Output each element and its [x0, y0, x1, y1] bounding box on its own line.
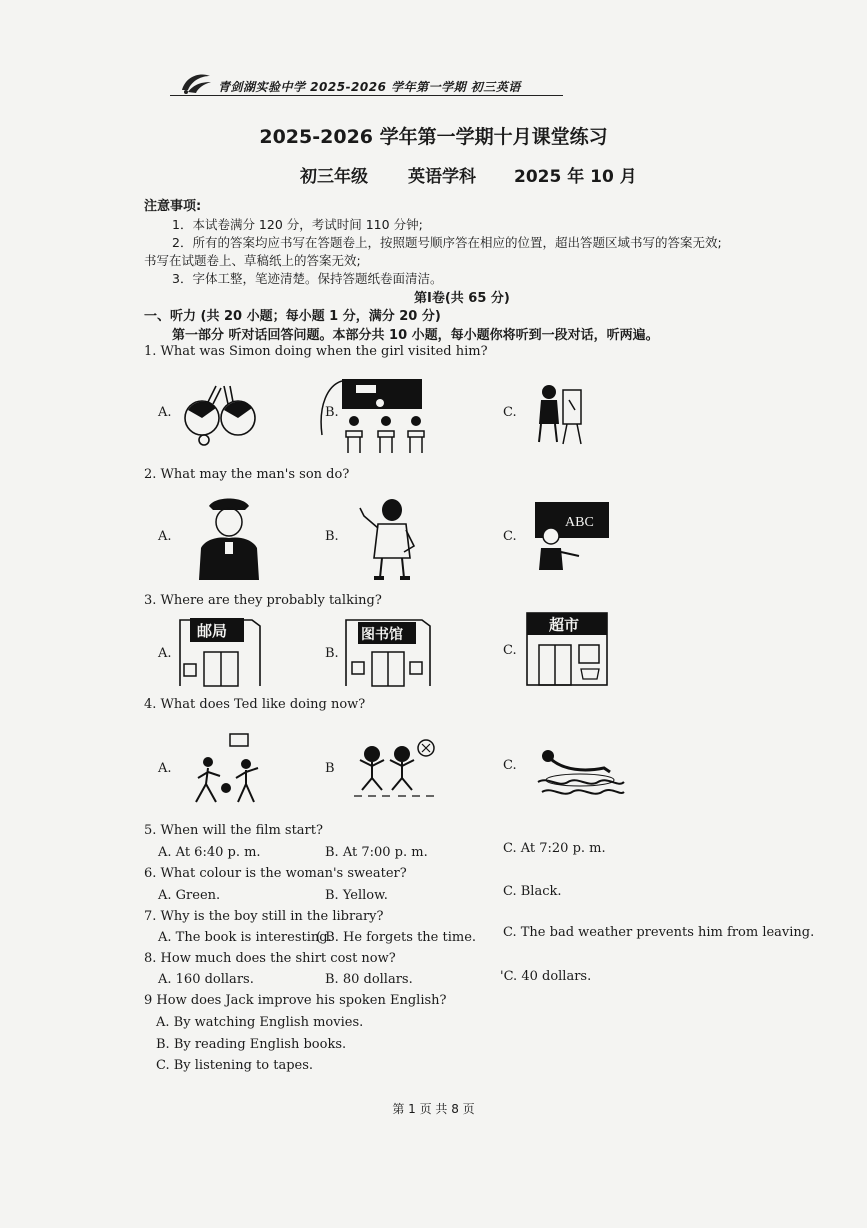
option-label: C. The bad weather prevents him from leaving. — [503, 925, 815, 940]
question-stem: 6. What colour is the woman's sweater? — [144, 866, 407, 881]
question-stem: 8. How much does the shirt cost now? — [144, 951, 396, 966]
option-label: A. At 6:40 p. m. — [158, 845, 261, 860]
question-stem: 9 How does Jack improve his spoken English? — [144, 993, 447, 1008]
note-item: 3．字体工整，笔迹清楚。保持答题纸卷面清洁。 — [172, 271, 443, 286]
school-logo-icon — [178, 70, 214, 96]
blackboard-text: ABC — [565, 515, 594, 530]
section-title: 一、听力 (共 20 小题；每小题 1 分，满分 20 分) — [144, 309, 441, 324]
option-label: ( B. He forgets the time. — [316, 930, 477, 945]
option-label: A. Green. — [158, 888, 221, 903]
option-label: A. — [158, 646, 172, 661]
running-header: 青剑湖实验中学 2025-2026 学年第一学期 初三英语 — [218, 80, 521, 94]
option-label: B. At 7:00 p. m. — [325, 845, 428, 860]
option-label: C. Black. — [503, 884, 562, 899]
option-label: B — [325, 761, 335, 776]
option-label: C. At 7:20 p. m. — [503, 841, 606, 856]
grade-label: 初三年级 — [300, 167, 368, 187]
option-label: C. — [503, 758, 517, 773]
page-number: 第 1 页 共 8 页 — [392, 1102, 475, 1116]
part-instructions: 第一部分 听对话回答问题。本部分共 10 小题，每小题你将听到一段对话，听两遍。 — [172, 328, 659, 343]
swimming-icon — [534, 746, 626, 802]
supermarket-icon — [525, 611, 609, 687]
post-office-sign: 邮局 — [197, 622, 228, 640]
subject-label: 英语学科 — [408, 167, 476, 187]
doctor-icon — [356, 496, 424, 582]
exam-date: 2025 年 10 月 — [514, 167, 637, 187]
option-label: A. — [158, 405, 172, 420]
option-label: B. — [325, 646, 339, 661]
notes-heading: 注意事项: — [144, 199, 202, 214]
basketball-icon — [190, 732, 270, 806]
question-stem: 5. When will the film start? — [144, 823, 323, 838]
option-label: B. — [325, 405, 339, 420]
option-label: B. — [325, 529, 339, 544]
option-label: C. — [503, 529, 517, 544]
question-stem: 4. What does Ted like doing now? — [144, 697, 366, 712]
question-stem: 7. Why is the boy still in the library? — [144, 909, 384, 924]
question-stem: 2. What may the man's son do? — [144, 467, 350, 482]
option-label: A. — [158, 761, 172, 776]
option-label: B. By reading English books. — [156, 1037, 347, 1052]
option-label: A. 160 dollars. — [158, 972, 254, 987]
header-rule — [170, 95, 563, 96]
note-item: 书写在试题卷上、草稿纸上的答案无效; — [144, 253, 361, 268]
teacher-blackboard-icon — [527, 500, 611, 572]
police-officer-icon — [195, 496, 263, 580]
supermarket-sign: 超市 — [549, 616, 580, 634]
question-stem: 3. Where are they probably talking? — [144, 593, 382, 608]
option-label: C. — [503, 643, 517, 658]
option-label: A. The book is interesting. — [158, 930, 332, 945]
option-label: A. By watching English movies. — [156, 1015, 364, 1030]
volume-title: 第Ⅰ卷(共 65 分) — [414, 291, 510, 306]
library-icon — [344, 614, 432, 688]
option-label: C. By listening to tapes. — [156, 1058, 314, 1073]
exam-title: 2025-2026 学年第一学期十月课堂练习 — [259, 126, 608, 148]
painting-boy-icon — [535, 380, 585, 448]
option-label: A. — [158, 529, 172, 544]
ping-pong-paddles-icon — [180, 380, 260, 446]
option-label: B. 80 dollars. — [325, 972, 413, 987]
question-stem: 1. What was Simon doing when the girl visited him? — [144, 344, 488, 359]
classroom-icon — [318, 375, 433, 457]
option-label: C. — [503, 405, 517, 420]
post-office-icon — [178, 614, 262, 688]
note-item: 1．本试卷满分 120 分，考试时间 110 分钟; — [172, 217, 423, 232]
note-item: 2．所有的答案均应书写在答题卷上，按照题号顺序答在相应的位置，超出答题区域书写的答案无效; — [172, 235, 722, 250]
library-sign: 图书馆 — [361, 627, 403, 643]
football-icon — [352, 738, 442, 800]
option-label: B. Yellow. — [325, 888, 388, 903]
option-label: 'C. 40 dollars. — [500, 969, 592, 984]
